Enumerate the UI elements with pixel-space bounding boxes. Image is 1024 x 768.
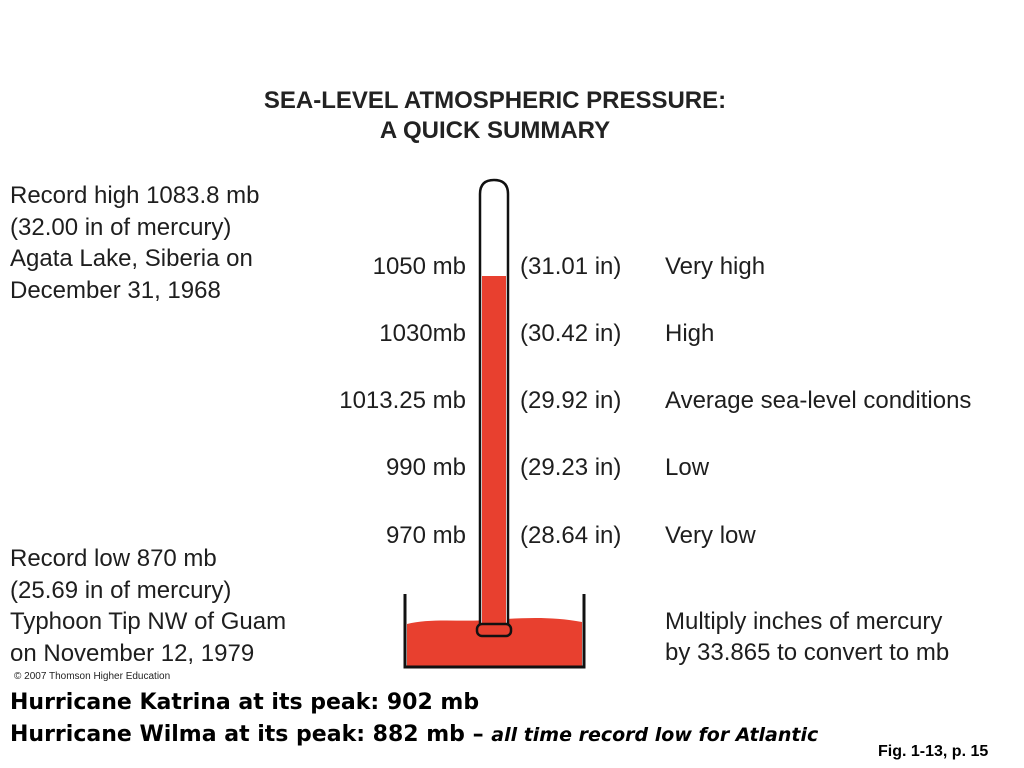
figure-caption: Fig. 1-13, p. 15 [878,743,989,760]
mercury-column [482,276,506,628]
conversion-line-1: Multiply inches of mercury [665,608,943,635]
conversion-line-2: by 33.865 to convert to mb [665,639,950,666]
record-low-line: Typhoon Tip NW of Guam [10,608,287,635]
pressure-mb-very-high: 1050 mb [372,253,466,280]
pressure-mb-very-low: 970 mb [385,522,466,549]
hurricane-wilma-note [10,722,818,747]
pressure-mb-high: 1030mb [379,320,466,347]
record-low-line: on November 12, 1979 [10,639,255,667]
pressure-in-very-high: (31.01 in) [520,253,622,280]
pressure-mb-low: 990 mb [385,454,466,481]
tube-opening [477,624,511,636]
record-high-line: December 31, 1968 [10,276,221,304]
pressure-desc-very-low: Very low [665,522,756,549]
hurricane-wilma-text: Hurricane Wilma at its peak: 882 mb – [10,722,484,747]
pressure-mb-average: 1013.25 mb [339,387,466,414]
pressure-in-very-low: (28.64 in) [520,522,622,549]
diagram-title-line-1: SEA-LEVEL ATMOSPHERIC PRESSURE: [263,87,727,114]
pressure-desc-high: High [665,320,715,347]
pressure-desc-average: Average sea-level conditions [665,387,972,414]
pressure-desc-very-high: Very high [665,253,766,280]
pressure-desc-low: Low [665,454,710,481]
record-low-line: Record low 870 mb [10,545,217,572]
diagram-title-line-2: A QUICK SUMMARY [379,117,611,144]
copyright-notice: © 2007 Thomson Higher Education [14,671,171,682]
record-high-line: (32.00 in of mercury) [10,213,232,241]
record-low-line: (25.69 in of mercury) [10,576,232,604]
record-high-line: Agata Lake, Siberia on [10,245,253,272]
record-high-line: Record high 1083.8 mb [10,182,260,209]
pressure-in-low: (29.23 in) [520,454,622,481]
conversion-note [665,606,949,668]
hurricane-katrina-note: Hurricane Katrina at its peak: 902 mb [10,690,480,715]
hurricane-wilma-emphasis: all time record low for Atlantic [491,724,819,746]
pressure-in-high: (30.42 in) [520,320,622,347]
pressure-in-average: (29.92 in) [520,387,622,414]
